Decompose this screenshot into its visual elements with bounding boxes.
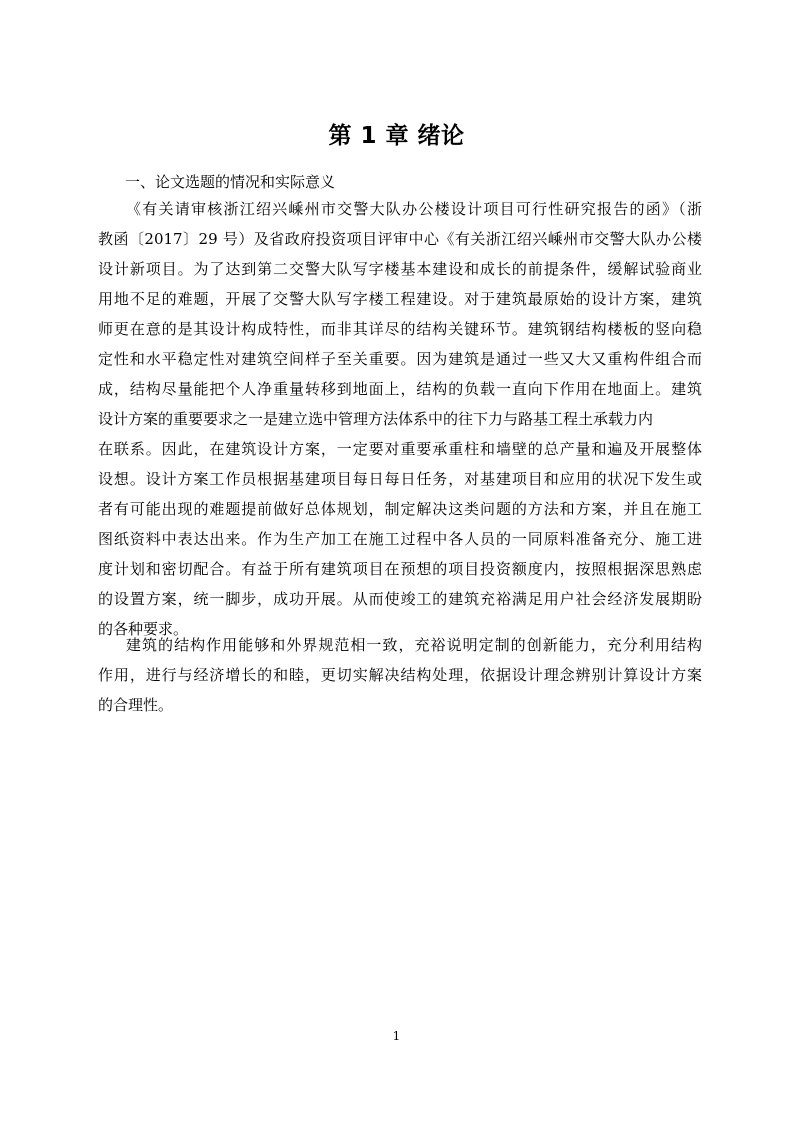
paragraph-2 bbox=[98, 630, 702, 720]
paragraph-line: 设计新项目。为了达到第二交警大队写字楼基本建设和成长的前提条件，缓解试验商业 bbox=[98, 260, 702, 278]
paragraph-line: 设计方案的重要要求之一是建立选中管理方法体系中的往下力与路基工程土承载力内 bbox=[98, 410, 654, 428]
paragraph-line: 在联系。因此，在建筑设计方案，一定要对重要承重柱和墙壁的总产量和遍及开展整体 bbox=[98, 440, 702, 458]
section-heading: 一、论文选题的情况和实际意义 bbox=[125, 173, 336, 191]
paragraph-1 bbox=[98, 194, 702, 644]
paragraph-line: 用地不足的难题，开展了交警大队写字楼工程建设。对于建筑最原始的设计方案，建筑 bbox=[98, 290, 702, 308]
paragraph-line: 者有可能出现的难题提前做好总体规划，制定解决这类问题的方法和方案，并且在施工 bbox=[98, 500, 702, 518]
paragraph-line: 的各种要求。 bbox=[98, 620, 189, 638]
paragraph-line: 《有关请审核浙江绍兴嵊州市交警大队办公楼设计项目可行性研究报告的函》（浙 bbox=[126, 200, 702, 218]
paragraph-line: 的合理性。 bbox=[98, 696, 174, 714]
page-number: 1 bbox=[392, 1029, 401, 1043]
paragraph-line: 定性和水平稳定性对建筑空间样子至关重要。因为建筑是通过一些又大又重构件组合而 bbox=[98, 350, 702, 368]
paragraph-line: 图纸资料中表达出来。作为生产加工在施工过程中各人员的一同原料准备充分、施工进 bbox=[98, 530, 702, 548]
paragraph-line: 建筑的结构作用能够和外界规范相一致，充裕说明定制的创新能力，充分利用结构 bbox=[126, 636, 702, 654]
paragraph-line: 作用，进行与经济增长的和睦，更切实解决结构处理，依据设计理念辨别计算设计方案 bbox=[98, 666, 702, 684]
paragraph-line: 的设置方案，统一脚步，成功开展。从而使竣工的建筑充裕满足用户社会经济发展期盼 bbox=[98, 590, 702, 608]
paragraph-line: 度计划和密切配合。有益于所有建筑项目在预想的项目投资额度内，按照根据深思熟虑 bbox=[98, 560, 702, 578]
paragraph-line: 师更在意的是其设计构成特性，而非其详尽的结构关键环节。建筑钢结构楼板的竖向稳 bbox=[98, 320, 702, 338]
paragraph-line: 设想。设计方案工作员根据基建项目每日每日任务，对基建项目和应用的状况下发生或 bbox=[98, 470, 702, 488]
paragraph-line: 成，结构尽量能把个人净重量转移到地面上，结构的负载一直向下作用在地面上。建筑 bbox=[98, 380, 702, 398]
paragraph-line: 教函〔2017〕29 号）及省政府投资项目评审中心《有关浙江绍兴嵊州市交警大队办公楼 bbox=[98, 230, 702, 248]
chapter-title: 第 1 章 绪论 bbox=[328, 123, 465, 149]
